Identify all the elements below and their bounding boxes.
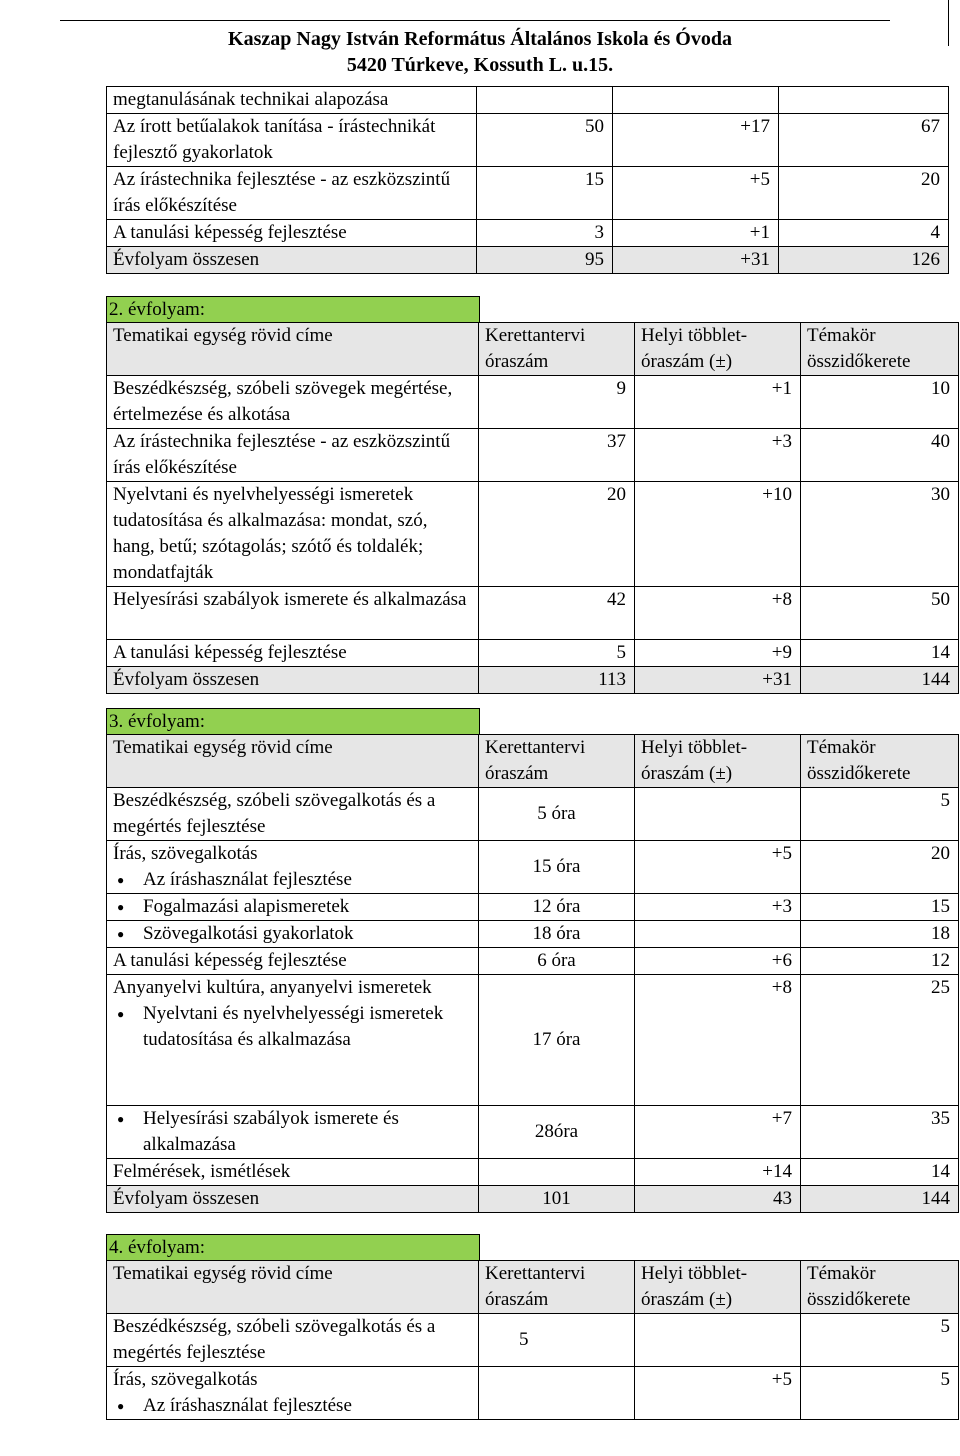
- cell-kerettantervi: 28óra: [479, 1106, 635, 1159]
- cell-helyi: +5: [613, 167, 779, 220]
- header-row: [107, 1261, 959, 1314]
- cell-helyi: [635, 1314, 801, 1367]
- table-row: [107, 429, 959, 482]
- table-row: [107, 376, 959, 429]
- cell-osszido: 14: [801, 640, 959, 667]
- cell-osszido: 144: [801, 1186, 959, 1213]
- table-row: [107, 587, 959, 640]
- cell-kerettantervi: 15: [477, 167, 613, 220]
- col-header-kerettantervi: Kerettantervi óraszám: [479, 323, 635, 376]
- school-name: Kaszap Nagy István Református Általános Iskola és Óvoda: [228, 28, 732, 50]
- cell-helyi: +31: [635, 667, 801, 694]
- table-row: [107, 948, 959, 975]
- table-row: [107, 220, 949, 247]
- cell-kerettantervi: 6 óra: [479, 948, 635, 975]
- row-title-text: Anyanyelvi kultúra, anyanyelvi ismeretek: [113, 977, 432, 998]
- cell-helyi: +8: [635, 975, 801, 1106]
- total-row: [107, 1186, 959, 1213]
- row-title-text: Írás, szövegalkotás: [113, 1369, 258, 1390]
- row-title: Helyesírási szabályok ismerete és alkalmazása: [107, 587, 479, 640]
- row-title: Beszédkészség, szóbeli szövegek megértése, értelmezése és alkotása: [107, 376, 479, 429]
- cell-kerettantervi: 5 óra: [479, 788, 635, 841]
- row-title: Évfolyam összesen: [107, 247, 477, 274]
- bullet-item: ● Az íráshasználat fejlesztése: [143, 1393, 472, 1419]
- cell-osszido: 35: [801, 1106, 959, 1159]
- cell-kerettantervi: 3: [477, 220, 613, 247]
- cell-kerettantervi: 37: [479, 429, 635, 482]
- cell-osszido: 40: [801, 429, 959, 482]
- col-header-kerettantervi: Kerettantervi óraszám: [479, 1261, 635, 1314]
- cell-kerettantervi: 9: [479, 376, 635, 429]
- cell-kerettantervi: [479, 1367, 635, 1420]
- cell-kerettantervi: 15 óra: [479, 841, 635, 894]
- row-title: Az írástechnika fejlesztése - az eszközszintű írás előkészítése: [107, 167, 477, 220]
- cell-helyi: +7: [635, 1106, 801, 1159]
- table-row: [107, 788, 959, 841]
- cell-helyi: +8: [635, 587, 801, 640]
- cell-osszido: 25: [801, 975, 959, 1106]
- cell-osszido: 30: [801, 482, 959, 587]
- cell-osszido: 20: [801, 841, 959, 894]
- cell-kerettantervi: [479, 1159, 635, 1186]
- row-title: A tanulási képesség fejlesztése: [107, 640, 479, 667]
- cell-helyi: +1: [613, 220, 779, 247]
- row-title: [107, 894, 479, 921]
- cell-osszido: 50: [801, 587, 959, 640]
- header-rule: [60, 20, 890, 21]
- bullet-item: ● Szövegalkotási gyakorlatok: [143, 921, 472, 947]
- table-row: [107, 1367, 959, 1420]
- cell-kerettantervi: 113: [479, 667, 635, 694]
- cell-helyi: +6: [635, 948, 801, 975]
- cell-osszido: 18: [801, 921, 959, 948]
- total-row: [107, 667, 959, 694]
- table-row: [107, 1159, 959, 1186]
- bullet-item: ● Az íráshasználat fejlesztése: [143, 867, 472, 893]
- col-header-osszido: Témakör összidőkerete: [801, 1261, 959, 1314]
- col-header-helyi: Helyi többlet-óraszám (±): [635, 735, 801, 788]
- bullet-item: ● Helyesírási szabályok ismerete és alkalmazása: [143, 1106, 472, 1158]
- cell-helyi: +5: [635, 1367, 801, 1420]
- header-row: [107, 323, 959, 376]
- table-row: [107, 167, 949, 220]
- cell-helyi: +1: [635, 376, 801, 429]
- table-row: [107, 1106, 959, 1159]
- cell-osszido: 144: [801, 667, 959, 694]
- cell-helyi: +10: [635, 482, 801, 587]
- cell-helyi: [635, 788, 801, 841]
- row-title: [107, 975, 479, 1106]
- cell-kerettantervi: 5: [479, 640, 635, 667]
- grade4-label: 4. évfolyam:: [106, 1234, 480, 1260]
- cell-kerettantervi: 20: [479, 482, 635, 587]
- cell-helyi: 43: [635, 1186, 801, 1213]
- row-title: A tanulási képesség fejlesztése: [107, 948, 479, 975]
- cell-kerettantervi: 17 óra: [479, 975, 635, 1106]
- col-header-kerettantervi: Kerettantervi óraszám: [479, 735, 635, 788]
- cell-helyi: +17: [613, 114, 779, 167]
- cell-kerettantervi: 5: [479, 1314, 635, 1367]
- row-title: Évfolyam összesen: [107, 667, 479, 694]
- cell-osszido: 20: [779, 167, 949, 220]
- row-title: [107, 921, 479, 948]
- cell-kerettantervi: 101: [479, 1186, 635, 1213]
- row-title: [107, 1367, 479, 1420]
- col-header-helyi: Helyi többlet-óraszám (±): [635, 1261, 801, 1314]
- cell-helyi: +3: [635, 894, 801, 921]
- grade4-table: [106, 1260, 959, 1420]
- row-title: Nyelvtani és nyelvhelyességi ismeretek tudatosítása és alkalmazása: mondat, szó, hang, betű; szótagolás; szótő és toldalék; mondatfajták: [107, 482, 479, 587]
- table-row: [107, 640, 959, 667]
- cell-kerettantervi: 95: [477, 247, 613, 274]
- row-title: A tanulási képesség fejlesztése: [107, 220, 477, 247]
- grade2-table: [106, 322, 959, 694]
- row-title: Évfolyam összesen: [107, 1186, 479, 1213]
- cell-osszido: 10: [801, 376, 959, 429]
- bullet-item: ● Fogalmazási alapismeretek: [143, 894, 472, 920]
- cell-osszido: 5: [801, 1367, 959, 1420]
- cell-helyi: +31: [613, 247, 779, 274]
- table-row: [107, 114, 949, 167]
- row-title: [107, 1106, 479, 1159]
- cell-kerettantervi: 18 óra: [479, 921, 635, 948]
- table-row: [107, 1314, 959, 1367]
- row-title: Beszédkészség, szóbeli szövegalkotás és a megértés fejlesztése: [107, 1314, 479, 1367]
- table-row: [107, 975, 959, 1106]
- cell-osszido: 12: [801, 948, 959, 975]
- row-title: Felmérések, ismétlések: [107, 1159, 479, 1186]
- cell-helyi: +3: [635, 429, 801, 482]
- table-row: [107, 841, 959, 894]
- row-title-text: Írás, szövegalkotás: [113, 843, 258, 864]
- cell-helyi: [635, 921, 801, 948]
- cell-osszido: 4: [779, 220, 949, 247]
- grade2-label: 2. évfolyam:: [106, 296, 480, 322]
- bullet-item: ● Nyelvtani és nyelvhelyességi ismeretek tudatosítása és alkalmazása: [143, 1001, 472, 1053]
- col-header-helyi: Helyi többlet-óraszám (±): [635, 323, 801, 376]
- col-header-title: Tematikai egység rövid címe: [107, 735, 479, 788]
- row-title: Az írástechnika fejlesztése - az eszközszintű írás előkészítése: [107, 429, 479, 482]
- school-address: 5420 Túrkeve, Kossuth L. u.15.: [346, 54, 614, 76]
- cell-kerettantervi: [477, 87, 613, 114]
- table-row: [107, 894, 959, 921]
- col-header-title: Tematikai egység rövid címe: [107, 323, 479, 376]
- cell-osszido: 5: [801, 1314, 959, 1367]
- table-row: [107, 482, 959, 587]
- cell-osszido: 15: [801, 894, 959, 921]
- cell-helyi: +14: [635, 1159, 801, 1186]
- cell-osszido: 67: [779, 114, 949, 167]
- grade3-label: 3. évfolyam:: [106, 708, 480, 734]
- col-header-osszido: Témakör összidőkerete: [801, 323, 959, 376]
- cell-helyi: [613, 87, 779, 114]
- cell-osszido: 5: [801, 788, 959, 841]
- table-row: [107, 921, 959, 948]
- row-title: [107, 841, 479, 894]
- cell-helyi: +5: [635, 841, 801, 894]
- col-header-osszido: Témakör összidőkerete: [801, 735, 959, 788]
- row-title: megtanulásának technikai alapozása: [107, 87, 477, 114]
- table-row: [107, 87, 949, 114]
- cell-kerettantervi: 12 óra: [479, 894, 635, 921]
- cell-osszido: 14: [801, 1159, 959, 1186]
- cell-osszido: 126: [779, 247, 949, 274]
- grade3-table: [106, 734, 959, 1213]
- col-header-title: Tematikai egység rövid címe: [107, 1261, 479, 1314]
- cell-helyi: +9: [635, 640, 801, 667]
- grade1-table: [106, 86, 949, 274]
- cell-kerettantervi: 50: [477, 114, 613, 167]
- total-row: [107, 247, 949, 274]
- row-title: Beszédkészség, szóbeli szövegalkotás és a megértés fejlesztése: [107, 788, 479, 841]
- row-title: Az írott betűalakok tanítása - írástechnikát fejlesztő gyakorlatok: [107, 114, 477, 167]
- cell-kerettantervi: 42: [479, 587, 635, 640]
- cell-osszido: [779, 87, 949, 114]
- header-row: [107, 735, 959, 788]
